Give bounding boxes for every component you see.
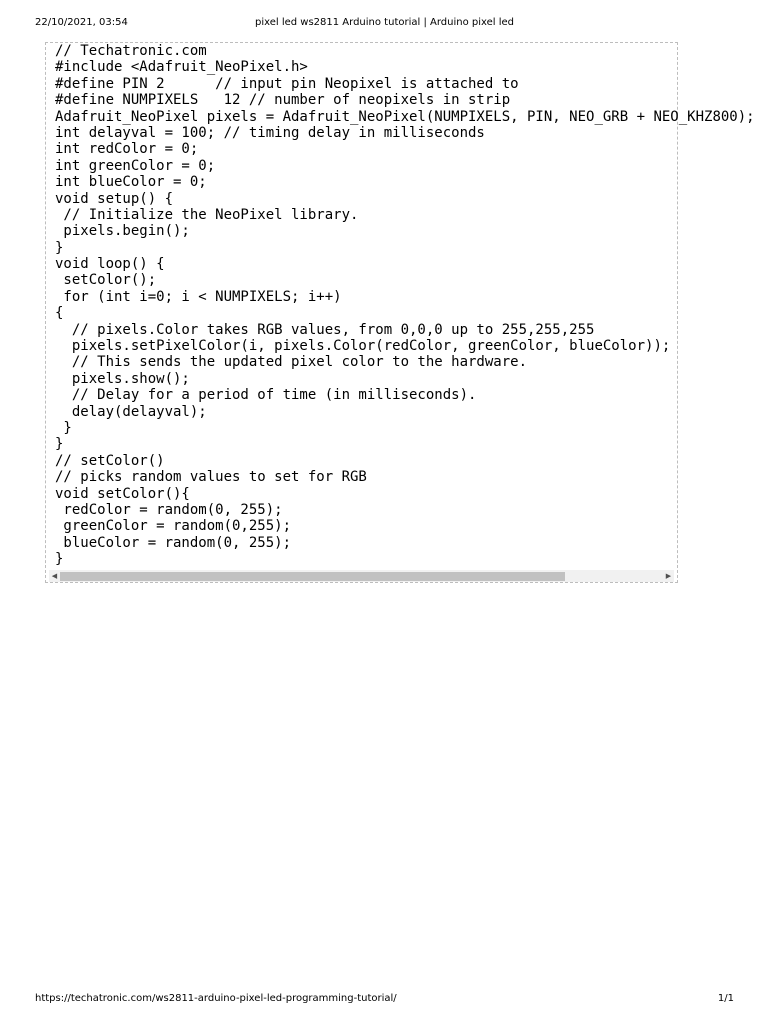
- code-line: int delayval = 100; // timing delay in milliseconds: [55, 124, 485, 141]
- code-line: void setup() {: [55, 190, 174, 207]
- code-line: Adafruit_NeoPixel pixels = Adafruit_NeoPixel(NUMPIXELS, PIN, NEO_GRB + NEO_KHZ800);: [55, 108, 755, 125]
- code-line: }: [55, 551, 64, 568]
- code-line: // Initialize the NeoPixel library.: [55, 206, 359, 223]
- code-line: pixels.begin();: [55, 223, 190, 240]
- code-line: int redColor = 0;: [55, 141, 199, 158]
- code-line: }: [55, 419, 72, 436]
- code-line: void loop() {: [55, 256, 165, 273]
- scrollbar-thumb[interactable]: [60, 572, 565, 581]
- code-line: void setColor(){: [55, 485, 190, 502]
- scroll-right-arrow-icon[interactable]: ▶: [665, 572, 672, 580]
- code-line: // Delay for a period of time (in milliseconds).: [55, 387, 477, 404]
- code-line: // This sends the updated pixel color to the hardware.: [55, 354, 528, 371]
- code-line: // Techatronic.com: [55, 43, 207, 59]
- code-line: #include <Adafruit_NeoPixel.h>: [55, 59, 308, 76]
- code-line: int blueColor = 0;: [55, 174, 207, 191]
- code-line: blueColor = random(0, 255);: [55, 534, 292, 551]
- code-line: {: [55, 305, 64, 322]
- horizontal-scrollbar[interactable]: [49, 570, 674, 582]
- print-date: 22/10/2021, 03:54: [35, 17, 128, 28]
- code-line: }: [55, 239, 64, 256]
- code-line: #define NUMPIXELS 12 // number of neopixels in strip: [55, 92, 511, 109]
- page-number: 1/1: [717, 993, 734, 1004]
- code-line: delay(delayval);: [55, 403, 207, 420]
- scroll-left-arrow-icon[interactable]: ◀: [51, 572, 58, 580]
- page-title: pixel led ws2811 Arduino tutorial | Arduino pixel led: [254, 17, 514, 28]
- code-line: redColor = random(0, 255);: [55, 501, 283, 518]
- code-line: }: [55, 436, 64, 453]
- print-header: [35, 17, 734, 31]
- code-line: // pixels.Color takes RGB values, from 0,0,0 up to 255,255,255: [55, 321, 595, 338]
- code-line: pixels.show();: [55, 370, 190, 387]
- code-block: [45, 42, 755, 583]
- code-lines: [55, 43, 755, 568]
- code-line: pixels.setPixelColor(i, pixels.Color(redColor, greenColor, blueColor));: [55, 338, 671, 355]
- print-footer: [35, 993, 734, 1007]
- code-line: setColor();: [55, 272, 157, 289]
- code-line: // setColor(): [55, 452, 165, 469]
- code-line: greenColor = random(0,255);: [55, 518, 292, 535]
- code-line: for (int i=0; i < NUMPIXELS; i++): [55, 288, 342, 305]
- code-line: #define PIN 2 // input pin Neopixel is attached to: [55, 75, 519, 92]
- code-line: // picks random values to set for RGB: [55, 469, 367, 486]
- page-url: https://techatronic.com/ws2811-arduino-pixel-led-programming-tutorial/: [35, 993, 397, 1004]
- code-line: int greenColor = 0;: [55, 157, 216, 174]
